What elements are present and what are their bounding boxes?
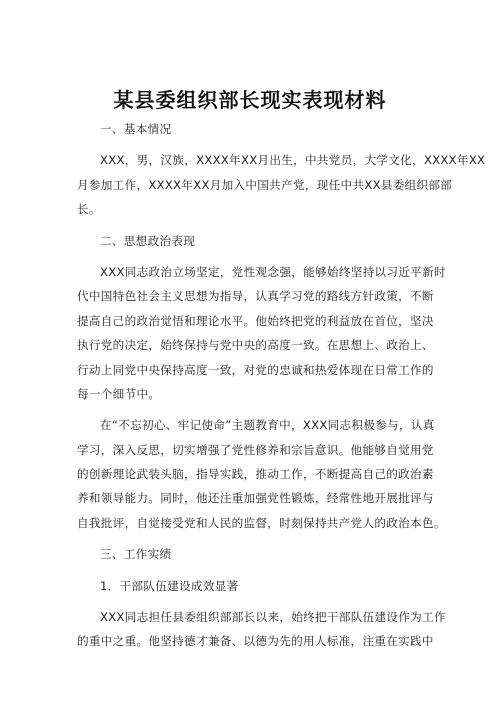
paragraph-line: 长。	[77, 202, 101, 217]
paragraph-line: 自我批评，自觉接受党和人民的监督，时刻保持共产党人的政治本色。	[77, 515, 446, 530]
section-heading: 一、基本情况	[100, 122, 172, 136]
paragraph-line: 的重中之重。他坚持德才兼备、以德为先的用人标准，注重在实践中	[77, 634, 434, 649]
section-heading: 1．干部队伍建设成效显著	[100, 578, 239, 593]
document-title: 某县委组织部长现实表现材料	[113, 88, 387, 112]
paragraph-line: XXX，男，汉族，XXXX年XX月出生，中共党员，大学文化，XXXX年XX	[100, 153, 486, 168]
paragraph-line: 提高自己的政治觉悟和理论水平。他始终把党的利益放在首位，坚决	[77, 313, 434, 328]
paragraph-line: 行动上同党中央保持高度一致，对党的忠诚和热爱体现在日常工作的	[77, 362, 434, 377]
paragraph-line: XXX同志政治立场坚定，党性观念强，能够始终坚持以习近平新时	[100, 264, 446, 279]
paragraph-line: 执行党的决定，始终保持与党中央的高度一致。在思想上、政治上、	[77, 338, 434, 353]
paragraph-line: 代中国特色社会主义思想为指导，认真学习党的路线方针政策，不断	[77, 289, 434, 304]
paragraph-line: 学习，深入反思，切实增强了党性修养和宗旨意识。他能够自觉用党	[77, 442, 434, 457]
section-heading: 二、思想政治表现	[100, 233, 196, 248]
paragraph-line: XXX同志担任县委组织部部长以来，始终把干部队伍建设作为工作	[100, 610, 446, 625]
paragraph-line: 养和领导能力。同时，他还注重加强党性锻炼，经常性地开展批评与	[77, 491, 434, 506]
paragraph-line: 月参加工作，XXXX年XX月加入中国共产党，现任中共XX县委组织部部	[77, 177, 453, 192]
section-heading: 三、工作实绩	[100, 547, 172, 562]
paragraph-line: 的创新理论武装头脑，指导实践，推动工作，不断提高自己的政治素	[77, 467, 434, 482]
paragraph-line: 在“不忘初心、牢记使命”主题教育中，XXX同志积极参与，认真	[100, 418, 435, 433]
paragraph-line: 每一个细节中。	[77, 386, 161, 401]
document-body	[77, 117, 486, 654]
